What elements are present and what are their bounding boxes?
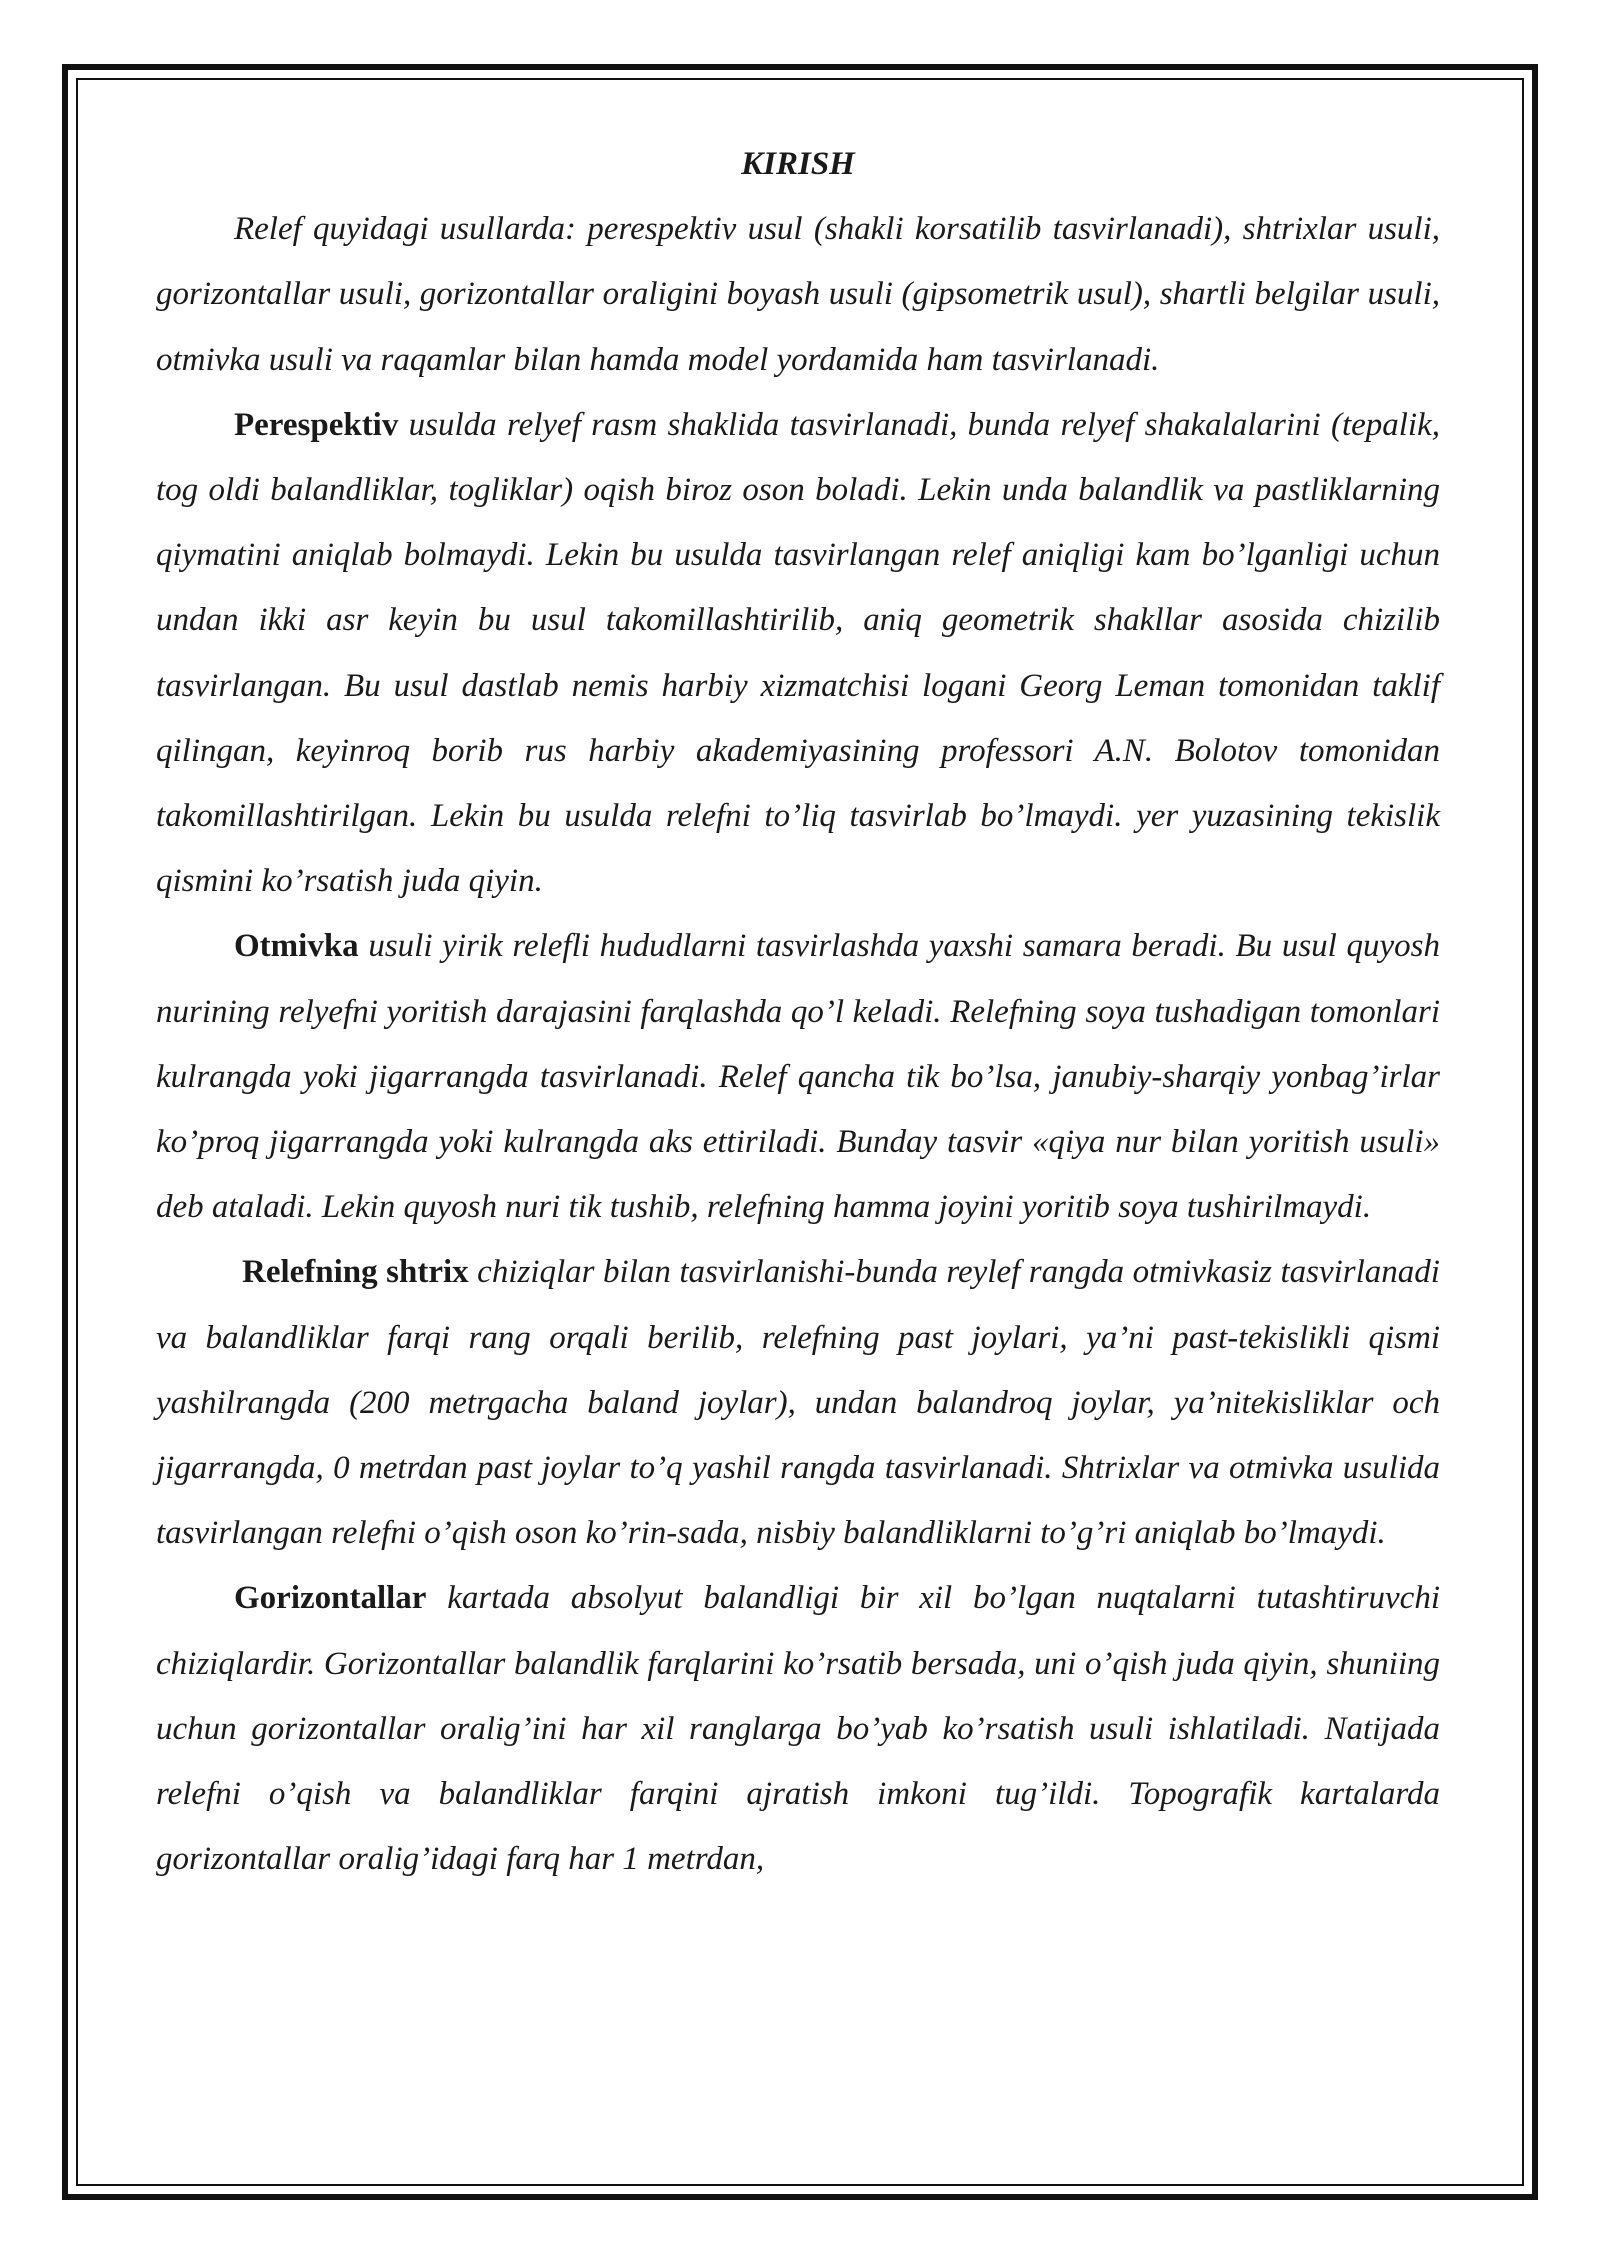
paragraph-otmivka bbox=[156, 914, 1440, 1240]
paragraph-lead-term: Gorizontallar bbox=[234, 1580, 427, 1617]
paragraph-text: Relef quyidagi usullarda: perespektiv usul (shakli korsatilib tasvirlanadi), shtrixlar usuli, gorizontallar usuli, gorizontallar oraligini boyash usuli (gipsometrik usul), shartli belgilar usuli, otmivka usuli va raqamlar bilan hamda model yordamida ham tasvirlanadi. bbox=[156, 211, 1440, 378]
paragraph-text: usulda relyef rasm shaklida tasvirlanadi, bunda relyef shakalalarini (tepalik, tog oldi balandliklar, togliklar) oqish biroz oson boladi. Lekin unda balandlik va pastliklarning qiymatini aniqlab bolmaydi. Lekin bu usulda tasvirlangan relef aniqligi kam bo’lganligi uchun undan ikki asr keyin bu usul takomillashtirilib, aniq geometrik shakllar asosida chizilib tasvirlangan. Bu usul dastlab nemis harbiy xizmatchisi logani Georg Leman tomonidan taklif qilingan, keyinroq borib rus harbiy akademiyasining professori A.N. Bolotov tomonidan takomillashtirilgan. Lekin bu usulda relefni to’liq tasvirlab bo’lmaydi. yer yuzasining tekislik qismini ko’rsatish juda qiyin. bbox=[156, 406, 1440, 900]
page-title: KIRISH bbox=[741, 146, 855, 182]
paragraph-intro bbox=[156, 197, 1440, 393]
paragraph-text: kartada absolyut balandligi bir xil bo’lgan nuqtalarni tutashtiruvchi chiziqlardir. Gorizontallar balandlik farqlarini ko’rsatib bersada, uni o’qish juda qiyin, shuniing uchun gorizontallar oralig’ini har xil ranglarga bo’yab ko’rsatish usuli ishlatiladi. Natijada relefni o’qish va balandliklar farqini ajratish imkoni tug’ildi. Topografik kartalarda gorizontallar oralig’idagi farq har 1 metrdan, bbox=[156, 1580, 1440, 1878]
paragraph-shtrix bbox=[156, 1240, 1440, 1566]
paragraph-text: chiziqlar bilan tasvirlanishi-bunda reylef rangda otmivkasiz tasvirlanadi va balandliklar farqi rang orqali berilib, relefning past joylari, ya’ni past-tekislikli qismi yashilrangda (200 metrgacha baland joylar), undan balandroq joylar, ya’nitekisliklar och jigarrangda, 0 metrdan past joylar to’q yashil rangda tasvirlanadi. Shtrixlar va otmivka usulida tasvirlangan relefni o’qish oson ko’rin-sada, nisbiy balandliklarni to’g’ri aniqlab bo’lmaydi. bbox=[156, 1254, 1440, 1552]
document-body bbox=[156, 132, 1440, 1892]
paragraph-text: usuli yirik relefli hududlarni tasvirlashda yaxshi samara beradi. Bu usul quyosh nurining relyefni yoritish darajasini farqlashda qo’l keladi. Relefning soya tushadigan tomonlari kulrangda yoki jigarrangda tasvirlanadi. Relef qancha tik bo’lsa, janubiy-sharqiy yonbag’irlar ko’proq jigarrangda yoki kulrangda aks ettiriladi. Bunday tasvir «qiya nur bilan yoritish usuli» deb ataladi. Lekin quyosh nuri tik tushib, relefning hamma joyini yoritib soya tushirilmaydi. bbox=[156, 928, 1440, 1226]
paragraph-lead-term: Relefning shtrix bbox=[242, 1254, 469, 1291]
paragraph-lead-term: Perespektiv bbox=[234, 406, 399, 443]
paragraph-perespektiv bbox=[156, 393, 1440, 915]
paragraph-gorizontallar bbox=[156, 1566, 1440, 1892]
paragraph-lead-term: Otmivka bbox=[234, 928, 359, 965]
